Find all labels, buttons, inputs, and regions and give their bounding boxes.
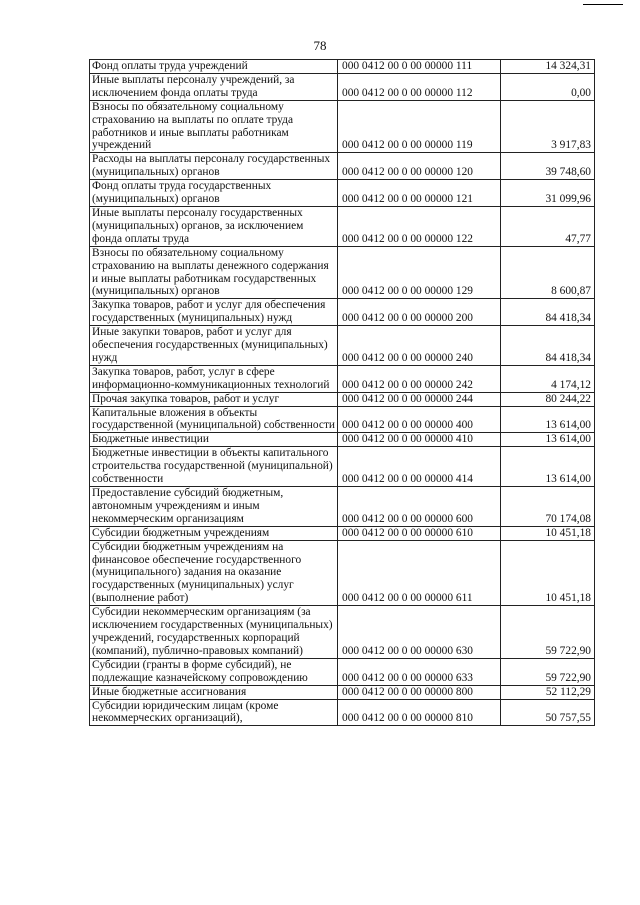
amount-cell: 59 722,90: [501, 606, 595, 659]
classification-code-cell: 000 0412 00 0 00 00000 810: [338, 699, 501, 726]
amount-cell: 10 451,18: [501, 540, 595, 606]
classification-code-cell: 000 0412 00 0 00 00000 630: [338, 606, 501, 659]
table-row: [90, 73, 595, 100]
table-row: [90, 180, 595, 207]
item-name-cell: Иные бюджетные ассигнования: [90, 685, 338, 699]
classification-code-cell: 000 0412 00 0 00 00000 611: [338, 540, 501, 606]
classification-code-cell: 000 0412 00 0 00 00000 800: [338, 685, 501, 699]
item-name-cell: Иные выплаты персоналу учреждений, за исключением фонда оплаты труда: [90, 73, 338, 100]
amount-cell: 84 418,34: [501, 326, 595, 366]
table-row: [90, 153, 595, 180]
item-name-cell: Бюджетные инвестиции: [90, 433, 338, 447]
classification-code-cell: 000 0412 00 0 00 00000 400: [338, 406, 501, 433]
item-name-cell: Субсидии (гранты в форме субсидий), не подлежащие казначейскому сопровождению: [90, 658, 338, 685]
classification-code-cell: 000 0412 00 0 00 00000 600: [338, 487, 501, 527]
classification-code-cell: 000 0412 00 0 00 00000 111: [338, 60, 501, 74]
table-row: [90, 406, 595, 433]
budget-table: [89, 59, 595, 726]
item-name-cell: Прочая закупка товаров, работ и услуг: [90, 392, 338, 406]
classification-code-cell: 000 0412 00 0 00 00000 633: [338, 658, 501, 685]
item-name-cell: Субсидии бюджетным учреждениям на финансовое обеспечение государственного (муниципального) задания на оказание государственных (муниципальных) услуг (выполнение работ): [90, 540, 338, 606]
table-row: [90, 540, 595, 606]
table-row: [90, 699, 595, 726]
item-name-cell: Фонд оплаты труда государственных (муниципальных) органов: [90, 180, 338, 207]
classification-code-cell: 000 0412 00 0 00 00000 200: [338, 299, 501, 326]
item-name-cell: Предоставление субсидий бюджетным, автономным учреждениям и иным некоммерческим организациям: [90, 487, 338, 527]
amount-cell: 10 451,18: [501, 526, 595, 540]
item-name-cell: Иные закупки товаров, работ и услуг для обеспечения государственных (муниципальных) нужд: [90, 326, 338, 366]
classification-code-cell: 000 0412 00 0 00 00000 610: [338, 526, 501, 540]
classification-code-cell: 000 0412 00 0 00 00000 120: [338, 153, 501, 180]
classification-code-cell: 000 0412 00 0 00 00000 119: [338, 100, 501, 153]
amount-cell: 4 174,12: [501, 365, 595, 392]
classification-code-cell: 000 0412 00 0 00 00000 121: [338, 180, 501, 207]
amount-cell: 8 600,87: [501, 246, 595, 299]
page-number: 78: [313, 38, 327, 53]
classification-code-cell: 000 0412 00 0 00 00000 242: [338, 365, 501, 392]
table-row: [90, 206, 595, 246]
amount-cell: 13 614,00: [501, 433, 595, 447]
table-row: [90, 685, 595, 699]
item-name-cell: Закупка товаров, работ, услуг в сфере информационно-коммуникационных технологий: [90, 365, 338, 392]
table-row: [90, 326, 595, 366]
classification-code-cell: 000 0412 00 0 00 00000 240: [338, 326, 501, 366]
amount-cell: 13 614,00: [501, 406, 595, 433]
classification-code-cell: 000 0412 00 0 00 00000 129: [338, 246, 501, 299]
amount-cell: 14 324,31: [501, 60, 595, 74]
amount-cell: 80 244,22: [501, 392, 595, 406]
item-name-cell: Бюджетные инвестиции в объекты капитального строительства государственной (муниципальной) собственности: [90, 447, 338, 487]
item-name-cell: Иные выплаты персоналу государственных (муниципальных) органов, за исключением фонда оплаты труда: [90, 206, 338, 246]
table-row: [90, 526, 595, 540]
amount-cell: 31 099,96: [501, 180, 595, 207]
item-name-cell: Закупка товаров, работ и услуг для обеспечения государственных (муниципальных) нужд: [90, 299, 338, 326]
table-row: [90, 433, 595, 447]
amount-cell: 59 722,90: [501, 658, 595, 685]
table-row: [90, 392, 595, 406]
amount-cell: 13 614,00: [501, 447, 595, 487]
classification-code-cell: 000 0412 00 0 00 00000 410: [338, 433, 501, 447]
classification-code-cell: 000 0412 00 0 00 00000 112: [338, 73, 501, 100]
item-name-cell: Субсидии бюджетным учреждениям: [90, 526, 338, 540]
classification-code-cell: 000 0412 00 0 00 00000 122: [338, 206, 501, 246]
item-name-cell: Субсидии юридическим лицам (кроме некоммерческих организаций),: [90, 699, 338, 726]
item-name-cell: Взносы по обязательному социальному страхованию на выплаты денежного содержания и иные выплаты работникам государственных (муниципальных) органов: [90, 246, 338, 299]
budget-table-body: [90, 60, 595, 726]
item-name-cell: Фонд оплаты труда учреждений: [90, 60, 338, 74]
table-row: [90, 246, 595, 299]
amount-cell: 47,77: [501, 206, 595, 246]
classification-code-cell: 000 0412 00 0 00 00000 244: [338, 392, 501, 406]
amount-cell: 84 418,34: [501, 299, 595, 326]
amount-cell: 50 757,55: [501, 699, 595, 726]
amount-cell: 70 174,08: [501, 487, 595, 527]
amount-cell: 39 748,60: [501, 153, 595, 180]
table-row: [90, 299, 595, 326]
item-name-cell: Капитальные вложения в объекты государственной (муниципальной) собственности: [90, 406, 338, 433]
table-row: [90, 658, 595, 685]
table-row: [90, 100, 595, 153]
table-row: [90, 606, 595, 659]
item-name-cell: Взносы по обязательному социальному страхованию на выплаты по оплате труда работников и иные выплаты работникам учреждений: [90, 100, 338, 153]
amount-cell: 0,00: [501, 73, 595, 100]
table-row: [90, 447, 595, 487]
table-row: [90, 365, 595, 392]
table-row: [90, 487, 595, 527]
top-rule: [583, 4, 623, 5]
item-name-cell: Расходы на выплаты персоналу государственных (муниципальных) органов: [90, 153, 338, 180]
amount-cell: 52 112,29: [501, 685, 595, 699]
item-name-cell: Субсидии некоммерческим организациям (за исключением государственных (муниципальных) учреждений, государственных корпораций (компаний), публично-правовых компаний): [90, 606, 338, 659]
classification-code-cell: 000 0412 00 0 00 00000 414: [338, 447, 501, 487]
table-row: [90, 60, 595, 74]
amount-cell: 3 917,83: [501, 100, 595, 153]
